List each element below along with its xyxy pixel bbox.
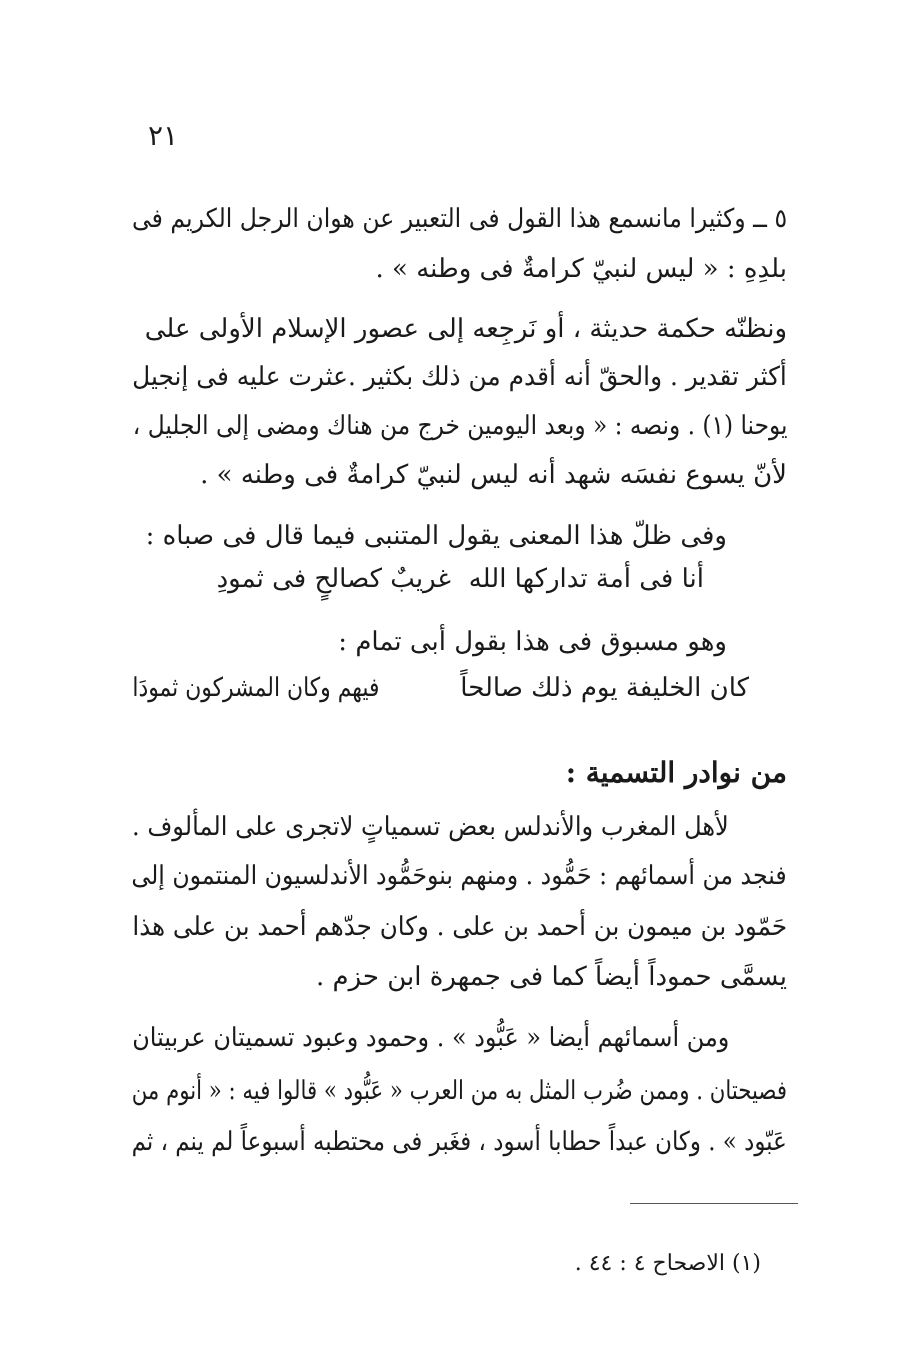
para2-line-1: ونظنّه حكمة حديثة ، أو نَرجِعه إلى عصور الإسلام الأولى على: [144, 314, 787, 344]
para3-line-3: حَمّود بن ميمون بن أحمد بن على . وكان جدّهم أحمد بن على هذا: [132, 912, 787, 942]
para2-line-3: يوحنا (١) . ونصه : « وبعد اليومين خرج من هناك ومضى إلى الجليل ،: [132, 411, 787, 441]
verse2-intro: وهو مسبوق فى هذا بقول أبى تمام :: [338, 627, 727, 657]
verse2-first-hemistich: كان الخليفة يوم ذلك صالحاً: [460, 673, 749, 703]
verse1-second-hemistich: غريبٌ كصالحٍ فى ثمودِ: [216, 564, 451, 594]
verse2-second-hemistich: فيهم وكان المشركون ثمودَا: [131, 673, 379, 703]
para2-line-2: أكثر تقدير . والحقّ أنه أقدم من ذلك بكثير .عثرت عليه فى إنجيل: [132, 362, 787, 392]
para3-line-1: لأهل المغرب والأندلس بعض تسمياتٍ لاتجرى على المألوف .: [132, 812, 729, 842]
para4-line-3: عَبّود » . وكان عبداً حطابا أسود ، فغَبر فى محتطبه أسبوعاً لم ينم ، ثم: [131, 1127, 787, 1157]
page-number: ٢١: [148, 119, 179, 152]
footnote-separator: [630, 1203, 798, 1204]
para4-line-2: فصيحتان . وممن ضُرب المثل به من العرب « عَبُّود » قالوا فيه : « أنوم من: [131, 1076, 787, 1106]
para1-line-2: بلدِهِ : « ليس لنبيّ كرامةٌ فى وطنه » .: [375, 254, 787, 284]
para3-line-4: يسمَّى حموداً أيضاً كما فى جمهرة ابن حزم .: [315, 962, 787, 992]
section-heading: من نوادر التسمية :: [565, 756, 787, 789]
verse1-first-hemistich: أنا فى أمة تداركها الله: [468, 564, 704, 594]
verse1-intro: وفى ظلّ هذا المعنى يقول المتنبى فيما قال فى صباه :: [145, 521, 727, 551]
footnote: (١) الاصحاح ٤ : ٤٤ .: [574, 1251, 761, 1276]
para4-line-1: ومن أسمائهم أيضا « عَبُّود » . وحمود وعبود تسميتان عربيتان: [131, 1023, 729, 1053]
para2-line-4: لأنّ يسوع نفسَه شهد أنه ليس لنبيّ كرامةٌ فى وطنه » .: [200, 460, 787, 490]
para1-line-1: ٥ ــ وكثيرا مانسمع هذا القول فى التعبير عن هوان الرجل الكريم فى: [131, 204, 787, 234]
para3-line-2: فنجد من أسمائهم : حَمُّود . ومنهم بنوحَمُّود الأندلسيون المنتمون إلى: [131, 861, 787, 891]
